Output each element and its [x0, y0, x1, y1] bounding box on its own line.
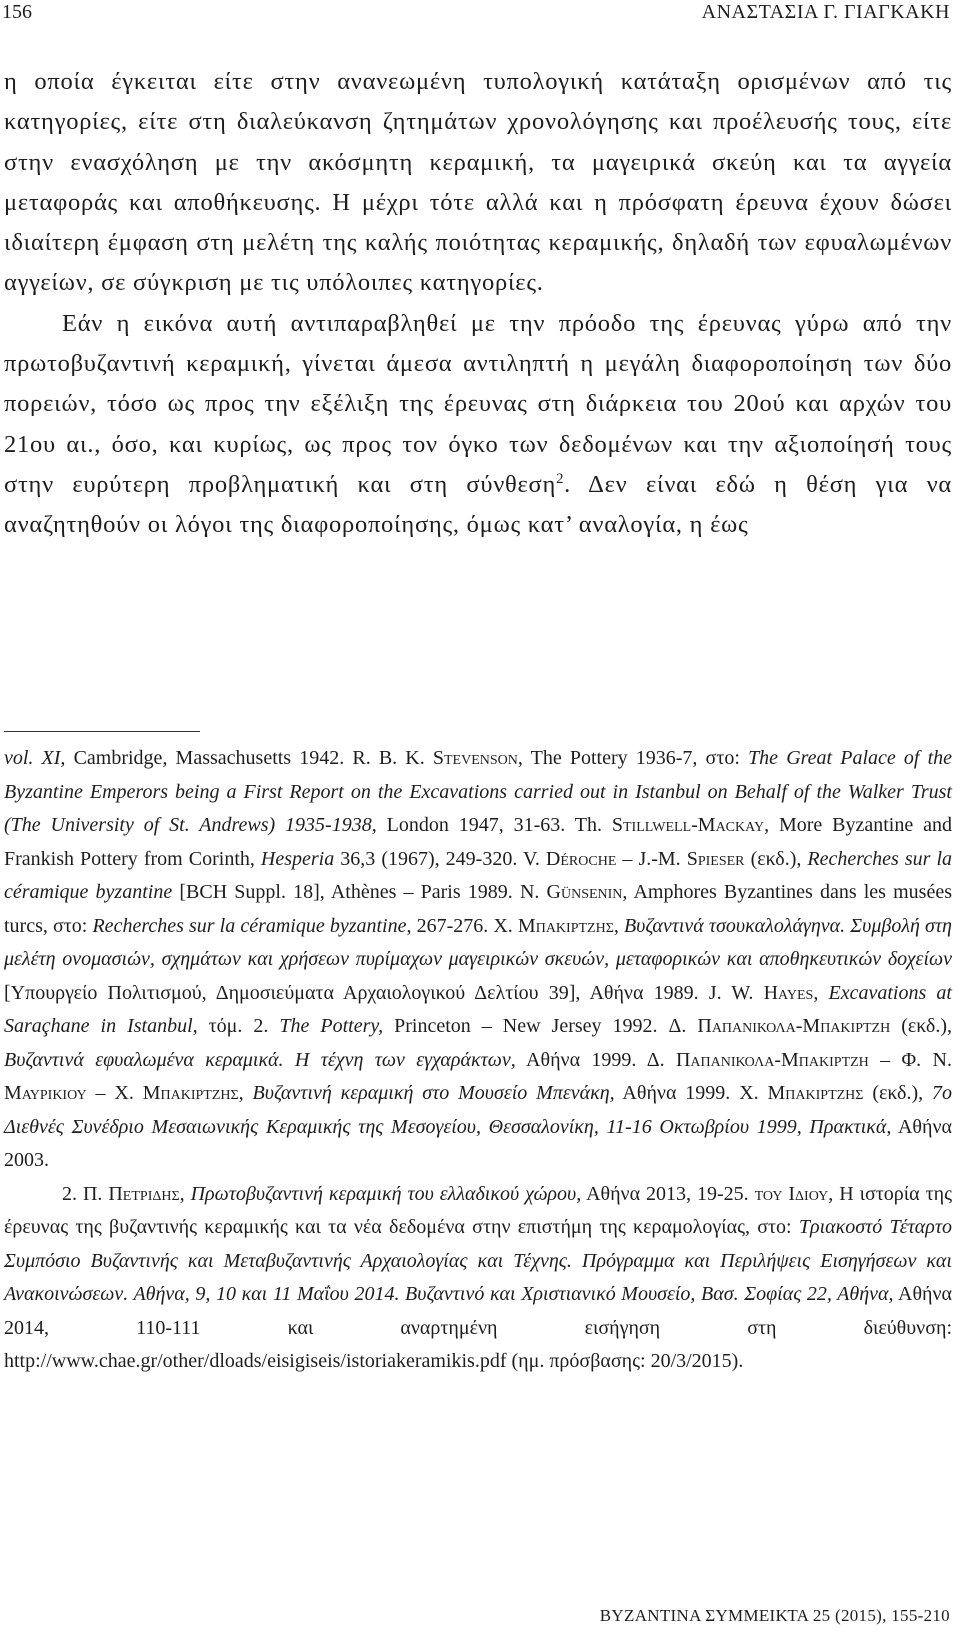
author-name: Stillwell-Mackay — [611, 814, 765, 836]
author-name: Μπακιρτζης — [517, 914, 614, 937]
fn-title: 7ο Διεθνές Συνέδριο Μεσαιωνικής Κεραμικής της Μεσογείου, Θεσσαλονίκη, 11-16 Οκτωβρίου 1999, Πρακτικά, — [4, 1082, 952, 1138]
fn-text: , Amphores Byzantines dans les musées turcs, στο: — [4, 881, 952, 937]
footnote-1-continued — [4, 742, 952, 1178]
footnotes — [4, 742, 952, 1379]
fn-text: Αθήνα 2014, 110-111 και αναρτημένη εισήγηση στη διεύθυνση: http://www.chae.gr/other/dloads/eisigiseis/istoriakeramikis.pdf (ημ. πρόσβασης: 20/3/2015). — [4, 1283, 952, 1372]
body-text — [4, 62, 952, 546]
fn-text: 36,3 (1967), 249-320. V. — [334, 847, 546, 870]
fn-text: (εκδ.), — [744, 847, 808, 870]
fn-title: Hesperia — [260, 847, 335, 870]
fn-text: Cambridge, Massachusetts 1942. R. B. K. — [65, 747, 433, 769]
fn-text: Αθήνα 1999. Δ. — [515, 1048, 676, 1071]
fn-title: Βυζαντινά τσουκαλολάγηνα. Συμβολή στη μελέτη ονομασιών, σχημάτων και χρήσεων πυρίμαχων μαγειρικών σκευών, μεταφορικών και αποθηκευτικών δοχείων — [4, 914, 952, 970]
running-head: ΑΝΑΣΤΑΣΙΑ Γ. ΓΙΑΓΚΑΚΗ — [701, 1, 950, 23]
fn-text: vol. XI, — [4, 747, 66, 769]
fn-text: [BCH Suppl. 18], Athènes – Paris 1989. N. — [172, 881, 547, 903]
fn-title: The Great Palace of the Byzantine Emperors being a First Report on the Excavations carried out in Istanbul on Behalf of the Walker Trust (The University of St. Andrews) 1935-1938, — [4, 747, 953, 836]
author-name: Παπανικολα-Μπακιρτζη — [697, 1015, 891, 1037]
paragraph-2-text-end: . Δεν είναι εδώ η θέση για να αναζητηθούν οι λόγοι της διαφοροποίησης, όμως κατ’ αναλογία, η έως — [4, 470, 953, 539]
fn-text: – J.-M. — [616, 847, 687, 870]
page-footer: BYZANTINA ΣΥΜΜΕΙΚΤΑ 25 (2015), 155-210 — [599, 1606, 950, 1625]
author-name: Μπακιρτζης — [767, 1082, 864, 1104]
fn-text: , More Byzantine and Frankish Pottery from Corinth, — [4, 814, 953, 870]
fn-text: (εκδ.), — [863, 1082, 932, 1104]
author-name: Hayes — [763, 981, 814, 1004]
author-name: Παπανικολα-Μπακιρτζη — [675, 1048, 869, 1071]
fn-text: London 1947, 31-63. Th. — [376, 814, 612, 836]
paragraph-2-text: Εάν η εικόνα αυτή αντιπαραβληθεί με την πρόοδο της έρευνας γύρω από την πρωτοβυζαντινή κεραμική, γίνεται άμεσα αντιληπτή η μεγάλη διαφοροποίηση των δύο πορειών, τόσο ως προς την εξέλιξη της έρευνας στη διάρκεια του 20ού και αρχών του 21ου αι., όσο, και κυρίως, ως προς τον όγκο των δεδομένων και την αξιοποίησή τους στην ευρύτερη προβληματική και στη σύνθεση — [4, 309, 952, 498]
fn-text: – Χ. — [86, 1082, 143, 1104]
fn-text: , — [613, 914, 624, 937]
fn-text: τόμ. 2. — [197, 1015, 280, 1037]
fn-text: , — [179, 1182, 191, 1205]
fn-text: – Φ. Ν. — [868, 1048, 952, 1071]
author-name: Spieser — [686, 847, 745, 870]
page-number: 156 — [2, 1, 32, 23]
fn-text: [Υπουργείο Πολιτισμού, Δημοσιεύματα Αρχαιολογικού Δελτίου 39], Αθήνα 1989. J. W. — [4, 981, 764, 1004]
fn-text: 2. Π. — [62, 1182, 109, 1205]
author-name: Günsenin — [546, 881, 623, 903]
fn-title: Recherches sur la céramique byzantine — [92, 914, 407, 937]
fn-text: , Η ιστορία της έρευνας της βυζαντινής κεραμικής και τα νέα δεδομένα στην επιστήμη της κεραμολογίας, στο: — [4, 1182, 953, 1238]
footnote-ref-2[interactable]: 2 — [556, 470, 565, 487]
paragraph-1: η οποία έγκειται είτε στην ανανεωμένη τυπολογική κατάταξη ορισμένων από τις κατηγορίες, είτε στη διαλεύκανση ζητημάτων χρονολόγησης και προέλευσής τους, είτε στην ενασχόληση με την ακόσμητη κεραμική, τα μαγειρικά σκεύη και τα αγγεία μεταφοράς και αποθήκευσης. Η μέχρι τότε αλλά και η πρόσφατη έρευνα έχουν δώσει ιδιαίτερη έμφαση στη μελέτη της καλής ποιότητας κεραμικής, δηλαδή των εφυαλωμένων αγγείων, σε σύγκριση με τις υπόλοιπες κατηγορίες. — [4, 68, 952, 297]
author-name: Stevenson — [432, 747, 518, 769]
fn-text: , The Pottery 1936-7, στο: — [517, 747, 749, 769]
fn-title: Βυζαντινή κεραμική στο Μουσείο Μπενάκη, — [252, 1082, 615, 1104]
fn-title: The Pottery, — [279, 1015, 384, 1037]
fn-text: (εκδ.), — [890, 1015, 952, 1037]
page-header — [0, 0, 950, 30]
fn-text: Princeton – New Jersey 1992. Δ. — [383, 1015, 698, 1037]
author-name: Μπακιρτζης — [142, 1082, 239, 1104]
author-name: Πετριδης — [108, 1182, 180, 1205]
fn-text: , — [238, 1082, 253, 1104]
fn-text: , — [813, 981, 829, 1004]
footnote-separator — [4, 731, 200, 732]
author-name: του Ιδιου — [754, 1182, 829, 1205]
fn-title: Πρωτοβυζαντινή κεραμική του ελλαδικού χώρου, — [190, 1182, 582, 1205]
fn-title: Τριακοστό Τέταρτο Συμπόσιο Βυζαντινής και Μεταβυζαντινής Αρχαιολογίας και Τέχνης. Πρόγραμμα και Περιλήψεις Εισηγήσεων και Ανακοινώσεων. Αθήνα, 9, 10 και 11 Μαΐου 2014. Βυζαντινό και Χριστιανικό Μουσείο, Βασ. Σοφίας 22, Αθήνα, — [4, 1216, 952, 1305]
paragraph-2 — [4, 304, 952, 546]
fn-text: Αθήνα 1999. Χ. — [614, 1082, 768, 1104]
fn-text: Αθήνα 2003. — [4, 1115, 952, 1171]
fn-text: , 267-276. Χ. — [406, 914, 518, 937]
fn-title: Recherches sur la céramique byzantine — [4, 847, 953, 903]
author-name: Déroche — [545, 847, 617, 870]
footnote-2 — [4, 1178, 952, 1379]
author-name: Μαυρικιου — [4, 1082, 87, 1104]
fn-title: Βυζαντινά εφυαλωμένα κεραμικά. Η τέχνη των εγχαράκτων, — [4, 1048, 516, 1071]
fn-text: Αθήνα 2013, 19-25. — [581, 1182, 755, 1205]
fn-title: Excavations at Saraçhane in Istanbul, — [4, 981, 952, 1037]
